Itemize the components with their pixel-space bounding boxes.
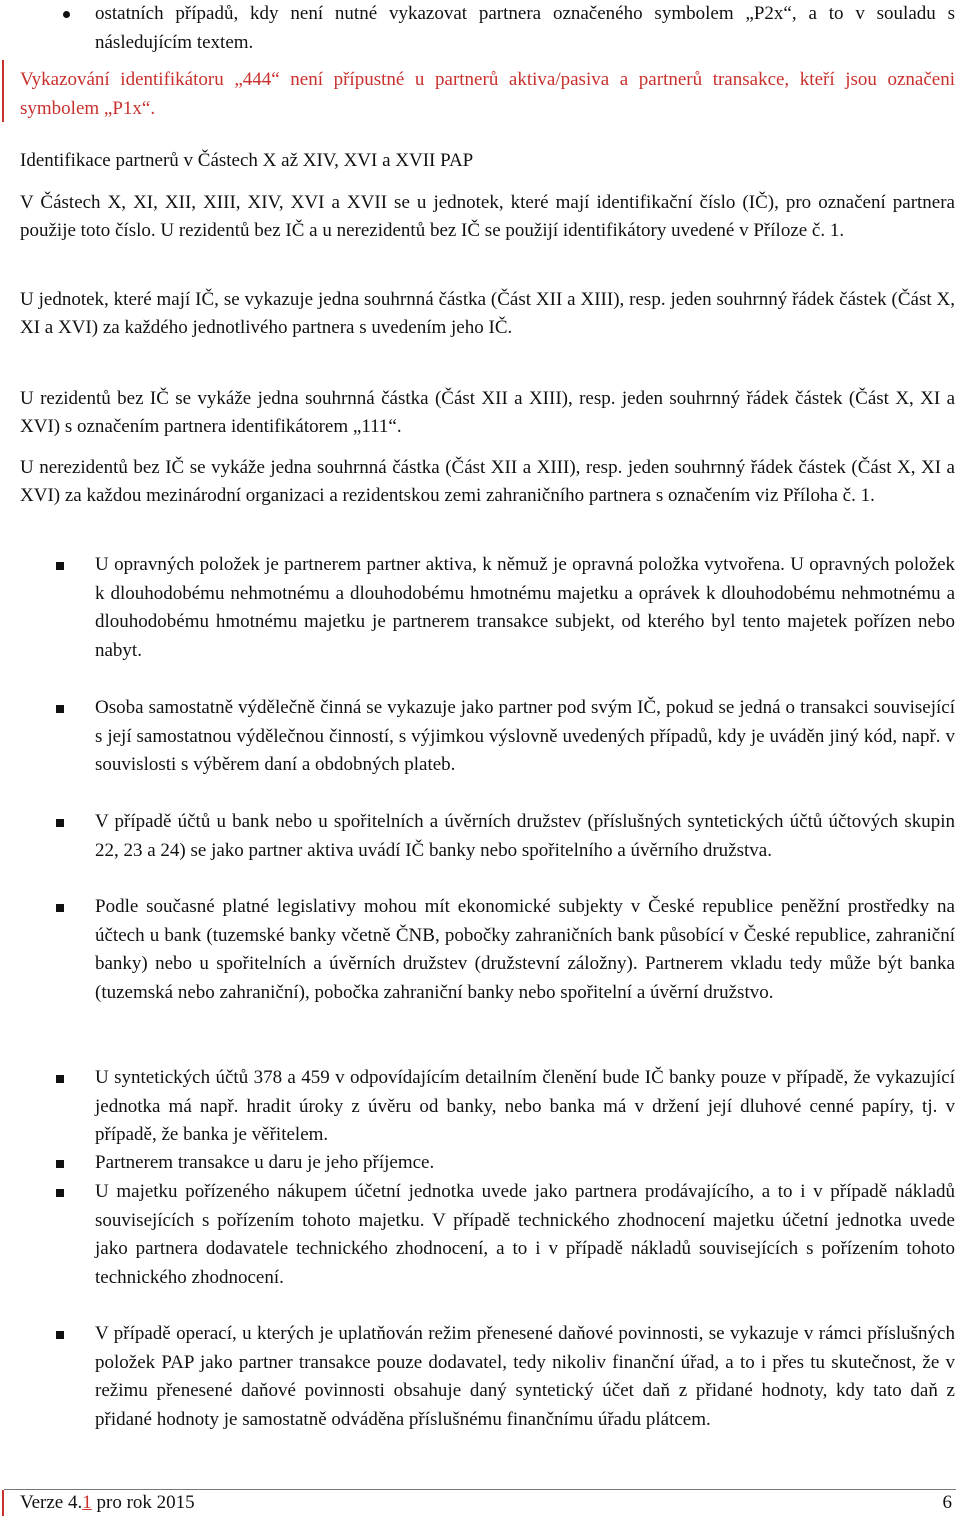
- square-bullet-icon: [56, 1331, 64, 1339]
- footer-version-prefix: Verze 4.: [20, 1492, 83, 1513]
- top-bullet-text: ostatních případů, kdy není nutné vykazovat partnera označeného symbolem „P2x“, a to v souladu s následujícím textem.: [95, 3, 955, 53]
- list-item-8: V případě operací, u kterých je uplatňován režim přenesené daňové povinnosti, se vykazuje v rámci příslušných položek PAP jako partner transakce pouze dodavatel, tedy nikoliv finanční úřad, a to i přes tu skutečnost, že v režimu přenesené daňové povinnosti obsahuje daný syntetický účet daň z přidané hodnoty, kdy tato daň z přidané hodnoty je samostatně odváděna příslušnému finančnímu úřadu plátcem.: [95, 1323, 955, 1430]
- list-item-7: U majetku pořízeného nákupem účetní jednotka uvede jako partnera prodávajícího, a to i v případě nákladů souvisejících s pořízením tohoto majetku. V případě technického zhodnocení majetku účetní jednotka uvede jako partnera dodavatele technického zhodnocení, a to i v případě nákladů souvisejících s pořízením tohoto technického zhodnocení.: [95, 1181, 955, 1288]
- square-bullet-icon: [56, 1075, 64, 1083]
- paragraph-1: V Částech X, XI, XII, XIII, XIV, XVI a XVII se u jednotek, které mají identifikační číslo (IČ), pro označení partnera použije toto číslo. U rezidentů bez IČ a u nerezidentů bez IČ se použijí identifikátory uvedené v Příloze č. 1.: [20, 192, 955, 241]
- list-item-2: Osoba samostatně výdělečně činná se vykazuje jako partner pod svým IČ, pokud se jedná o transakci související s její samostatnou výdělečnou činností, s výjimkou výslovně uvedených případů, kdy je uváděn jiný kód, např. v souvislosti s výběrem daní a obdobných plateb.: [95, 697, 955, 775]
- paragraph-4: U nerezidentů bez IČ se vykáže jedna souhrnná částka (Část XII a XIII), resp. jeden souhrnný řádek částek (Část X, XI a XVI) za každou mezinárodní organizaci a rezidentskou zemi zahraničního partnera s označením viz Příloha č. 1.: [20, 457, 955, 506]
- square-bullet-icon: [56, 904, 64, 912]
- square-bullet-icon: [56, 705, 64, 713]
- footer-version-changed: 1: [82, 1492, 92, 1513]
- square-bullet-icon: [56, 819, 64, 827]
- footer-version: [20, 1491, 195, 1515]
- paragraph-3: U rezidentů bez IČ se vykáže jedna souhrnná částka (Část XII a XIII), resp. jeden souhrnný řádek částek (Část X, XI a XVI) s označením partnera identifikátorem „111“.: [20, 388, 955, 437]
- square-bullet-icon: [56, 562, 64, 570]
- list-item-1: U opravných položek je partnerem partner aktiva, k němuž je opravná položka vytvořena. U opravných položek k dlouhodobému nehmotnému a dlouhodobému hmotnému majetku a oprávek k dlouhodobému nehmotnému a dlouhodobému hmotnému majetku je partnerem transakce subjekt, od kterého byl tento majetek pořízen nebo nabyt.: [95, 554, 955, 661]
- list-item-5: U syntetických účtů 378 a 459 v odpovídajícím detailním členění bude IČ banky pouze v případě, že vykazující jednotka má např. hradit úroky z úvěru od banky, nebo banka má v držení její dluhové cenné papíry, tj. v případě, že banka je věřitelem.: [95, 1067, 955, 1145]
- list-item-4: Podle současné platné legislativy mohou mít ekonomické subjekty v České republice peněžní prostředky na účtech u bank (tuzemské banky včetně ČNB, pobočky zahraničních bank působící v České republice, zahraniční banky) nebo u spořitelních a úvěrních družstev (družstevní záložny). Partnerem vkladu tedy může být banka (tuzemská nebo zahraniční), pobočka zahraniční banky nebo spořitelní a úvěrní družstvo.: [95, 896, 955, 1003]
- list-item-3: V případě účtů u bank nebo u spořitelních a úvěrních družstev (příslušných syntetických účtů účtových skupin 22, 23 a 24) se jako partner aktiva uvádí IČ banky nebo spořitelního a úvěrního družstva.: [95, 811, 955, 861]
- bullet-dot-icon: [63, 11, 70, 18]
- footer-revision-bar: [2, 1490, 4, 1516]
- footer-version-suffix: pro rok 2015: [91, 1492, 195, 1513]
- footer-rule: [4, 1489, 956, 1490]
- section-heading: Identifikace partnerů v Částech X až XIV, XVI a XVII PAP: [20, 150, 474, 171]
- square-bullet-icon: [56, 1160, 64, 1168]
- revision-bar: [2, 60, 4, 122]
- revision-paragraph: Vykazování identifikátoru „444“ není přípustné u partnerů aktiva/pasiva a partnerů transakce, kteří jsou označeni symbolem „P1x“.: [20, 69, 955, 119]
- page-number: 6: [942, 1492, 952, 1513]
- square-bullet-icon: [56, 1189, 64, 1197]
- list-item-6: Partnerem transakce u daru je jeho příjemce.: [95, 1152, 435, 1173]
- paragraph-2: U jednotek, které mají IČ, se vykazuje jedna souhrnná částka (Část XII a XIII), resp. jeden souhrnný řádek částek (Část X, XI a XVI) za každého jednotlivého partnera s uvedením jeho IČ.: [20, 289, 955, 338]
